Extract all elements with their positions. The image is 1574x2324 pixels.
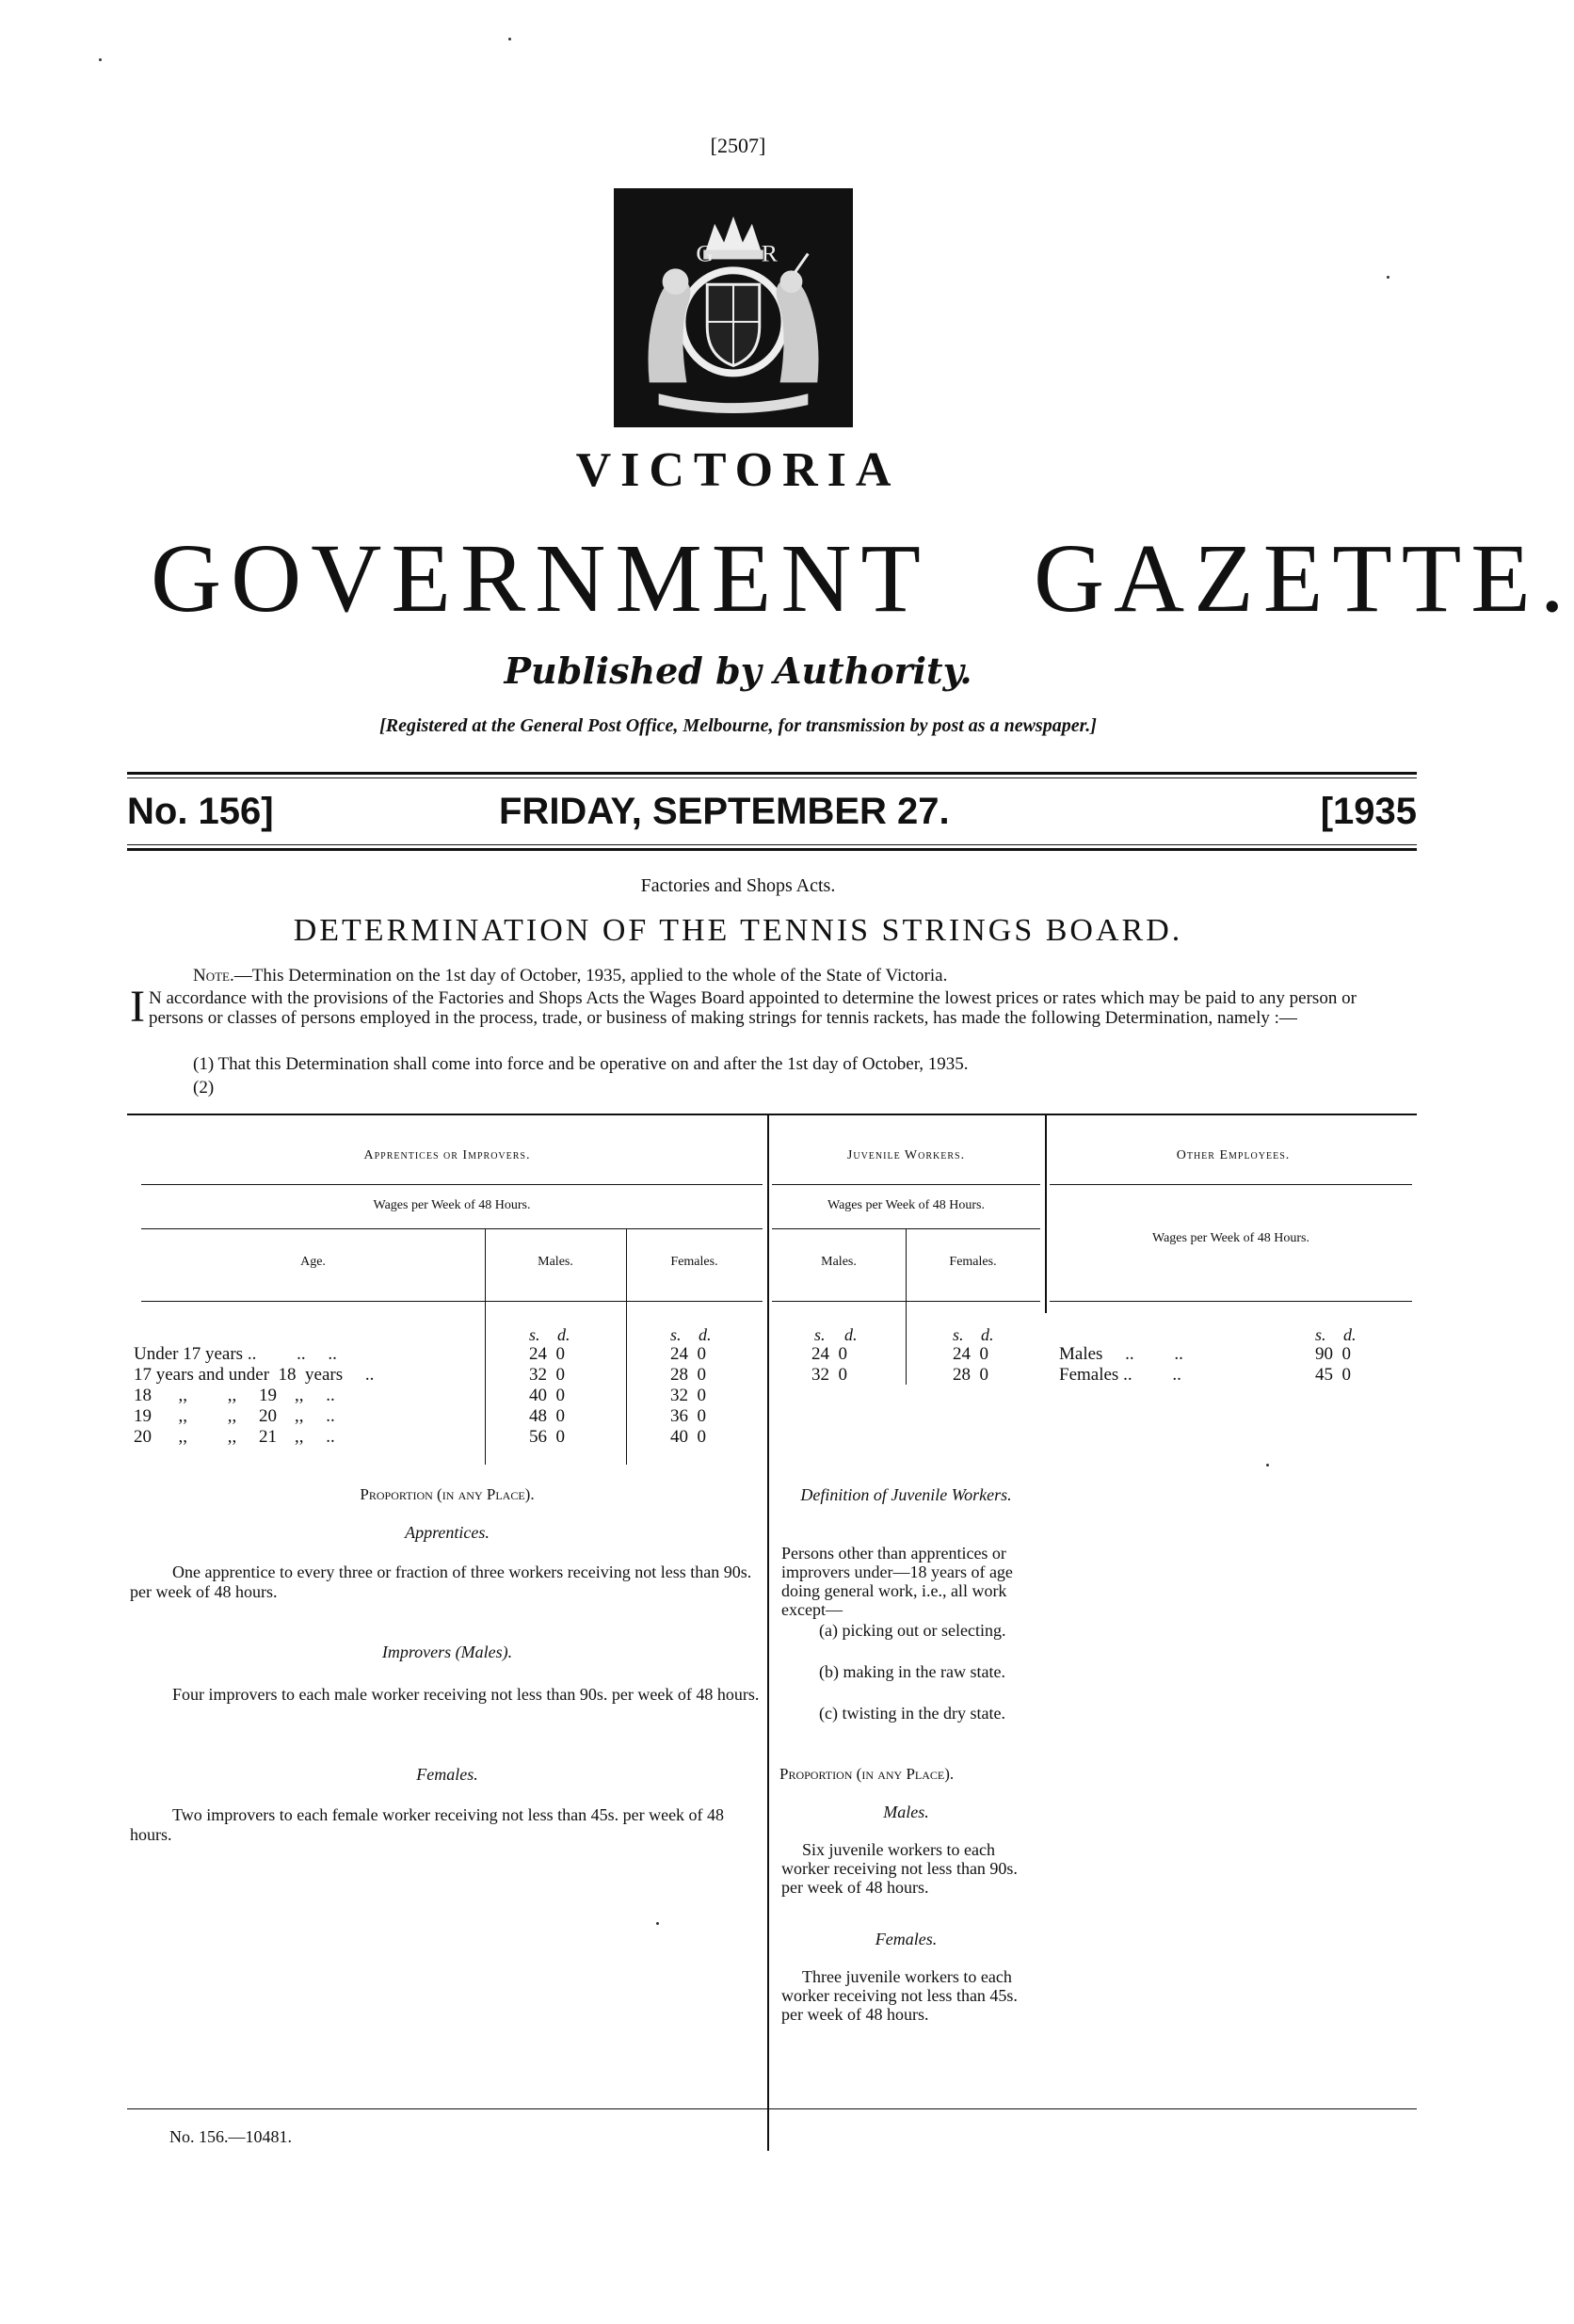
published-by-authority: Published by Authority.: [504, 649, 972, 692]
juvenile-definition-item: (a) picking out or selecting.: [819, 1621, 1006, 1640]
juvenile-definition-item: (b) making in the raw state.: [819, 1662, 1005, 1681]
table-row-age: 17 years and under 18 years ..: [134, 1365, 375, 1385]
table-row-age: Under 17 years .. .. ..: [134, 1344, 337, 1364]
other-wages-label: Wages per Week of 48 Hours.: [1152, 1231, 1309, 1245]
coat-of-arms-icon: [621, 196, 845, 420]
determination-title: DETERMINATION OF THE TENNIS STRINGS BOARD.: [293, 913, 1183, 948]
table-row-males: 40 0: [529, 1386, 565, 1405]
juvenile-row-males: 24 0: [811, 1344, 847, 1364]
unit-s: s.: [670, 1325, 682, 1344]
other-heading-rule: [1050, 1184, 1412, 1185]
table-row-age: 18 ,, ,, 19 ,, ..: [134, 1386, 335, 1405]
column-rule-2: [1045, 1115, 1047, 1313]
juvenile-wages-label: Wages per Week of 48 Hours.: [827, 1198, 985, 1212]
table-row-males: 32 0: [529, 1365, 565, 1385]
unit-s: s.: [1315, 1325, 1326, 1344]
unit-d: d.: [981, 1325, 994, 1344]
royal-coat-of-arms: [614, 188, 853, 427]
juvenile-definition-text: Persons other than apprentices or improvers under—18 years of age doing general work, i.e., all work except—: [781, 1544, 1013, 1619]
bottom-rule: [127, 2108, 1417, 2109]
issue-year: [1935: [1320, 791, 1417, 832]
column-rule-1: [767, 1115, 769, 2151]
apprentices-wages-rule: [141, 1228, 763, 1229]
unit-d: d.: [844, 1325, 858, 1344]
registration-notice: [Registered at the General Post Office, Melbourne, for transmission by post as a newspaper.]: [379, 715, 1097, 736]
table-row-females: 36 0: [670, 1406, 706, 1426]
juvenile-row-females: 28 0: [953, 1365, 988, 1385]
table-row-males: 56 0: [529, 1427, 565, 1447]
header-rule-bottom: [127, 848, 1417, 851]
apprentices-wages-label: Wages per Week of 48 Hours.: [373, 1198, 531, 1212]
apprentices-heading-rule: [141, 1184, 763, 1185]
header-rule-top: [127, 772, 1417, 775]
issue-date: FRIDAY, SEPTEMBER 27.: [499, 791, 950, 832]
juvenile-definition-item: (c) twisting in the dry state.: [819, 1704, 1005, 1723]
table-row-females: 32 0: [670, 1386, 706, 1405]
note-text: —This Determination on the 1st day of October, 1935, applied to the whole of the State of Victoria.: [233, 966, 948, 986]
svg-text:R: R: [761, 239, 778, 267]
drop-cap: I: [130, 982, 145, 1032]
table-row-age: 19 ,, ,, 20 ,, ..: [134, 1406, 335, 1426]
apprentices-heading: Apprentices or Improvers.: [363, 1148, 531, 1162]
females-title: Females.: [416, 1765, 478, 1784]
note-label: Note.: [193, 966, 234, 986]
issue-number: No. 156]: [127, 791, 274, 832]
juvenile-row-females: 24 0: [953, 1344, 988, 1364]
svg-text:G: G: [696, 239, 714, 267]
juvenile-males-title: Males.: [883, 1803, 929, 1821]
apprentices-males-header: Males.: [538, 1255, 573, 1269]
juvenile-females-header: Females.: [949, 1255, 997, 1269]
apprentices-text: One apprentice to every three or fraction of three workers receiving not less than 90s. per week of 48 hours.: [130, 1563, 752, 1601]
juvenile-subhead-rule: [772, 1301, 1040, 1302]
intro-paragraph: [130, 982, 1412, 1032]
speck: [656, 1922, 659, 1925]
unit-s: s.: [529, 1325, 540, 1344]
other-row-label: Females .. ..: [1059, 1365, 1181, 1385]
speck: [1387, 276, 1389, 279]
other-row-value: 45 0: [1315, 1365, 1351, 1385]
females-text: Two improvers to each female worker receiving not less than 45s. per week of 48 hours.: [130, 1805, 725, 1844]
improvers-title: Improvers (Males).: [381, 1643, 513, 1661]
juvenile-heading: Juvenile Workers.: [846, 1148, 966, 1162]
unit-d: d.: [557, 1325, 570, 1344]
gazette-title-right: GAZETTE.: [1033, 524, 1574, 633]
juvenile-females-title: Females.: [875, 1930, 938, 1948]
table-row-females: 28 0: [670, 1365, 706, 1385]
gazette-title-left: GOVERNMENT: [151, 524, 930, 633]
act-reference: Factories and Shops Acts.: [640, 875, 836, 896]
table-row-females: 24 0: [670, 1344, 706, 1364]
unit-d: d.: [699, 1325, 712, 1344]
intro-text: N accordance with the provisions of the Factories and Shops Acts the Wages Board appointed to determine the lowest prices or rates which may be paid to any person or persons or classes of persons employed in the process, trade, or business of making strings for tennis rackets, has made the following Determination, namely :—: [148, 988, 1357, 1028]
juvenile-proportion-heading: Proportion (in any Place).: [779, 1765, 955, 1783]
unit-d: d.: [1343, 1325, 1357, 1344]
juvenile-heading-rule: [772, 1184, 1040, 1185]
other-subhead-rule: [1050, 1301, 1412, 1302]
juvenile-definition-title: Definition of Juvenile Workers.: [800, 1485, 1012, 1504]
table-row-females: 40 0: [670, 1427, 706, 1447]
other-row-label: Males .. ..: [1059, 1344, 1183, 1364]
juvenile-males-header: Males.: [821, 1255, 857, 1269]
header-rule-bottom-thin: [127, 844, 1417, 845]
table-row-males: 24 0: [529, 1344, 565, 1364]
table-row-males: 48 0: [529, 1406, 565, 1426]
apprentices-females-header: Females.: [670, 1255, 718, 1269]
clause-1: (1) That this Determination shall come into force and be operative on and after the 1st day of October, 1935.: [193, 1054, 969, 1074]
print-number: No. 156.—10481.: [169, 2127, 292, 2146]
proportion-heading: Proportion (in any Place).: [360, 1485, 535, 1503]
apprentices-subhead-rule: [141, 1301, 763, 1302]
table-row-age: 20 ,, ,, 21 ,, ..: [134, 1427, 335, 1447]
other-employees-heading: Other Employees.: [1176, 1148, 1291, 1162]
table-top-rule: [127, 1114, 1417, 1115]
speck: [99, 58, 102, 61]
juvenile-females-text: Three juvenile workers to each worker receiving not less than 45s. per week of 48 hours.: [781, 1967, 1018, 2024]
speck: [1266, 1464, 1269, 1467]
juvenile-males-column-rule: [906, 1229, 907, 1385]
clause-2: (2): [193, 1078, 215, 1098]
speck: [508, 38, 511, 40]
age-header: Age.: [300, 1255, 326, 1269]
unit-s: s.: [814, 1325, 826, 1344]
other-row-value: 90 0: [1315, 1344, 1351, 1364]
gazette-title: [151, 522, 1574, 634]
improvers-text: Four improvers to each male worker receiving not less than 90s. per week of 48 hours.: [172, 1685, 760, 1704]
page-number: [2507]: [710, 134, 766, 157]
state-title: VICTORIA: [575, 443, 901, 497]
juvenile-row-males: 32 0: [811, 1365, 847, 1385]
juvenile-males-text: Six juvenile workers to each worker receiving not less than 90s. per week of 48 hours.: [781, 1840, 1018, 1897]
note: [193, 966, 947, 986]
header-rule-top-thin: [127, 777, 1417, 778]
issue-row: [127, 791, 1417, 838]
apprentices-title: Apprentices.: [405, 1523, 490, 1542]
unit-s: s.: [953, 1325, 964, 1344]
